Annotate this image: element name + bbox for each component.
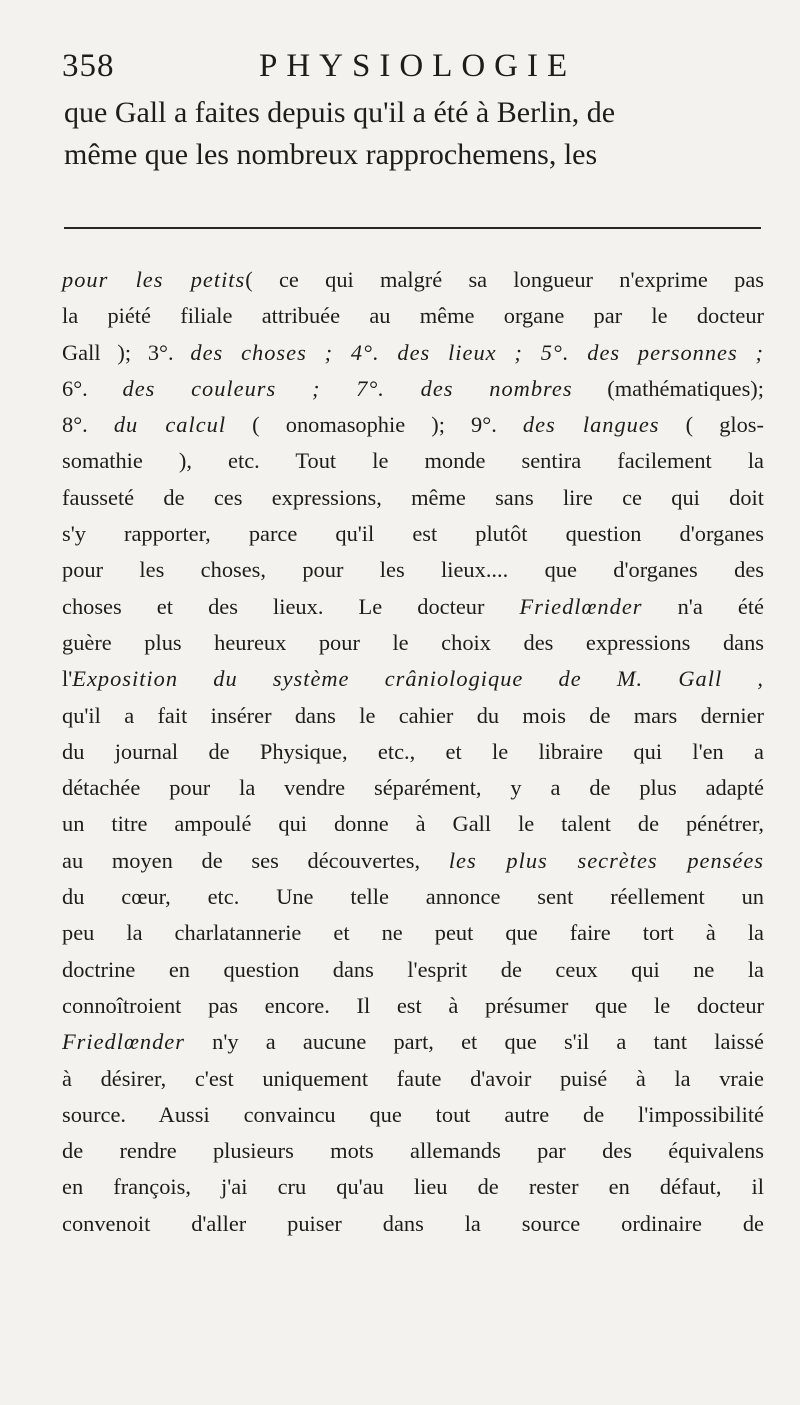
footnote-line	[62, 407, 764, 443]
footnote-line	[62, 879, 764, 915]
footnote-line	[62, 371, 764, 407]
text-segment: doctrine en question dans l'esprit de ceux qui ne la	[62, 956, 764, 982]
italic-text: pour les petits	[62, 267, 246, 292]
text-segment: Gall ); 3°.	[62, 339, 191, 365]
text-segment: en françois, j'ai cru qu'au lieu de rester en défaut, il	[62, 1174, 764, 1200]
main-text-line: même que les nombreux rapprochemens, les	[64, 138, 598, 171]
main-text	[64, 92, 764, 176]
footnote-line	[62, 698, 764, 734]
footnote-line	[62, 843, 764, 879]
italic-text: du calcul	[113, 412, 227, 438]
footnote-line	[62, 1169, 764, 1205]
text-segment: ( onomasophie ); 9°.	[226, 412, 523, 438]
text-segment: du cœur, etc. Une telle annonce sent réellement un	[62, 884, 764, 910]
italic-text: des choses ; 4°. des lieux ; 5°. des personnes ;	[190, 339, 764, 365]
text-segment: pour les choses, pour les lieux.... que d'organes des	[62, 557, 764, 583]
footnote-line	[62, 589, 764, 625]
text-segment: convenoit d'aller puiser dans la source ordinaire de	[62, 1210, 764, 1236]
text-segment: au moyen de ses découvertes,	[62, 847, 449, 873]
footnote-line	[62, 443, 764, 479]
footnote-line	[62, 1133, 764, 1169]
footnote-line	[62, 1097, 764, 1133]
text-segment: qu'il a fait insérer dans le cahier du mois de mars dernier	[62, 702, 764, 728]
main-text-line: que Gall a faites depuis qu'il a été à Berlin, de	[64, 96, 616, 129]
text-segment: ( glos-	[659, 412, 764, 438]
footnote-line	[62, 262, 764, 298]
footnote-line	[62, 770, 764, 806]
text-segment: l'	[62, 666, 73, 692]
text-segment: 6°.	[62, 375, 123, 401]
text-segment: à désirer, c'est uniquement faute d'avoir puisé à la vraie	[62, 1065, 764, 1091]
text-segment: un titre ampoulé qui donne à Gall le talent de pénétrer,	[62, 811, 764, 837]
running-title: PHYSIOLOGIE	[259, 48, 577, 84]
text-segment: choses et des lieux. Le docteur	[62, 593, 520, 619]
footnote-line	[62, 335, 764, 371]
footnote-line	[62, 952, 764, 988]
footnote-line	[62, 298, 764, 334]
footnote-line	[62, 1206, 764, 1242]
italic-text: Friedlœnder	[519, 593, 643, 619]
text-segment: de rendre plusieurs mots allemands par des équivalens	[62, 1138, 764, 1164]
text-segment: fausseté de ces expressions, même sans lire ce qui doit	[62, 484, 764, 510]
footnote-line	[62, 625, 764, 661]
text-segment: ( ce qui malgré sa longueur n'exprime pas	[245, 267, 764, 292]
italic-text: les plus secrètes pensées	[448, 847, 764, 873]
text-segment: (mathématiques);	[572, 375, 764, 401]
text-segment: peu la charlatannerie et ne peut que faire tort à la	[62, 920, 764, 946]
footnote-line	[62, 1024, 764, 1060]
text-segment: n'y a aucune part, et que s'il a tant laissé	[184, 1029, 764, 1055]
footnote-line	[62, 552, 764, 588]
text-segment: du journal de Physique, etc., et le libraire qui l'en a	[62, 738, 764, 764]
footnote-line	[62, 806, 764, 842]
text-segment: la piété filiale attribuée au même organe par le docteur	[62, 303, 764, 329]
text-segment: 8°.	[62, 412, 114, 438]
italic-text: des langues	[522, 412, 660, 438]
footnote-line	[62, 480, 764, 516]
italic-text: Exposition du système crâniologique de M. Gall ,	[72, 666, 764, 692]
footnote-separator	[64, 227, 761, 229]
footnote-line	[62, 915, 764, 951]
footnote-line	[62, 661, 764, 697]
text-segment: somathie ), etc. Tout le monde sentira facilement la	[62, 448, 764, 474]
text-segment: s'y rapporter, parce qu'il est plutôt question d'organes	[62, 521, 764, 547]
text-segment: guère plus heureux pour le choix des expressions dans	[62, 629, 764, 655]
footnote-line	[62, 516, 764, 552]
italic-text: Friedlœnder	[62, 1029, 185, 1055]
text-segment: connoîtroient pas encore. Il est à présumer que le docteur	[62, 992, 764, 1018]
page-number: 358	[62, 48, 115, 84]
italic-text: des couleurs ; 7°. des nombres	[122, 375, 573, 401]
footnote-line	[62, 734, 764, 770]
footnote-line	[62, 988, 764, 1024]
text-segment: source. Aussi convaincu que tout autre de l'impossibilité	[62, 1101, 764, 1127]
page-header	[62, 48, 762, 88]
footnote-line	[62, 1061, 764, 1097]
text-segment: détachée pour la vendre séparément, y a de plus adapté	[62, 775, 764, 801]
text-segment: n'a été	[642, 593, 764, 619]
footnote-text	[62, 262, 764, 1242]
